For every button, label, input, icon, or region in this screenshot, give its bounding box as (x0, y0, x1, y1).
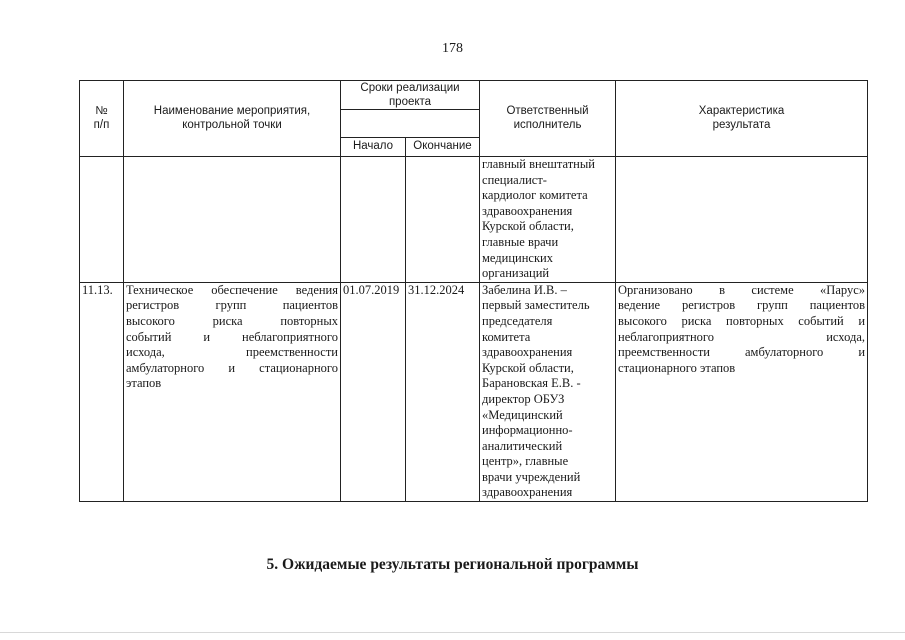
header-responsible-text: Ответственный исполнитель (506, 105, 589, 131)
text-line: директор ОБУЗ (482, 391, 565, 406)
text-line: специалист- (482, 172, 547, 187)
text-line: здравоохранения (482, 485, 573, 500)
cell-end-date: 31.12.2024 (406, 282, 480, 501)
cell-name-empty (124, 157, 341, 283)
text-line: этапов (126, 376, 162, 391)
text-line: «Медицинский (482, 407, 563, 422)
text-line: Курской области, (482, 219, 574, 234)
text-line: главный внештатный (482, 157, 595, 171)
header-name (124, 81, 341, 157)
text-line: неблагоприятного исхода, (618, 329, 866, 344)
header-terms-text: Сроки реализации проекта (360, 82, 460, 108)
text-line: преемственности амбулаторного и (618, 345, 866, 360)
text-line: регистров групп пациентов (126, 298, 338, 313)
cell-result (616, 282, 868, 501)
cell-end-empty (406, 157, 480, 283)
text-line: высокого риска повторных событий и (618, 313, 866, 328)
text-line: медицинских (482, 250, 553, 265)
table-row (80, 282, 868, 501)
header-start: Начало (341, 138, 406, 157)
text-line: амбулаторного и стационарного (126, 360, 338, 375)
text-line: здравоохранения (482, 203, 573, 218)
text-line: Барановская Е.В. - (482, 376, 581, 391)
text-line: высокого риска повторных (126, 313, 338, 328)
text-line: комитета (482, 329, 531, 344)
cell-responsible-continued (480, 157, 616, 283)
scan-edge-divider (0, 632, 905, 633)
text-line: событий и неблагоприятного (126, 329, 338, 344)
text-line: Техническое обеспечение ведения (126, 282, 338, 297)
text-line: ведение регистров групп пациентов (618, 298, 866, 313)
header-responsible (480, 81, 616, 157)
text-line: центр», главные (482, 454, 569, 469)
header-num-text: № п/п (93, 105, 110, 131)
cell-num: 11.13. (80, 282, 124, 501)
header-terms (341, 81, 480, 110)
table-row-continued (80, 157, 868, 283)
text-line: аналитический (482, 438, 563, 453)
cell-responsible (480, 282, 616, 501)
cell-num-empty (80, 157, 124, 283)
section-title: 5. Ожидаемые результаты региональной программы (266, 556, 639, 573)
header-name-text: Наименование мероприятия, контрольной точки (153, 105, 311, 131)
header-end: Окончание (406, 138, 480, 157)
text-line: председателя (482, 313, 553, 328)
header-num (80, 81, 124, 157)
cell-name (124, 282, 341, 501)
cell-start-empty (341, 157, 406, 283)
text-line: главные врачи (482, 234, 559, 249)
text-line: стационарного этапов (618, 360, 736, 375)
cell-result-empty (616, 157, 868, 283)
text-line: Забелина И.В. – (482, 282, 567, 297)
text-line: организаций (482, 266, 550, 281)
text-line: Организовано в системе «Парус» (618, 282, 866, 297)
header-result-text: Характеристика результата (698, 105, 785, 131)
text-line: исхода, преемственности (126, 345, 338, 360)
page-number: 178 (442, 41, 463, 56)
cell-start-date: 01.07.2019 (341, 282, 406, 501)
header-terms-spacer (341, 110, 480, 138)
text-line: информационно- (482, 423, 573, 438)
header-result (616, 81, 868, 157)
plan-table (79, 80, 868, 502)
text-line: первый заместитель (482, 298, 590, 313)
text-line: кардиолог комитета (482, 188, 588, 203)
text-line: врачи учреждений (482, 469, 581, 484)
text-line: здравоохранения (482, 345, 573, 360)
text-line: Курской области, (482, 360, 574, 375)
